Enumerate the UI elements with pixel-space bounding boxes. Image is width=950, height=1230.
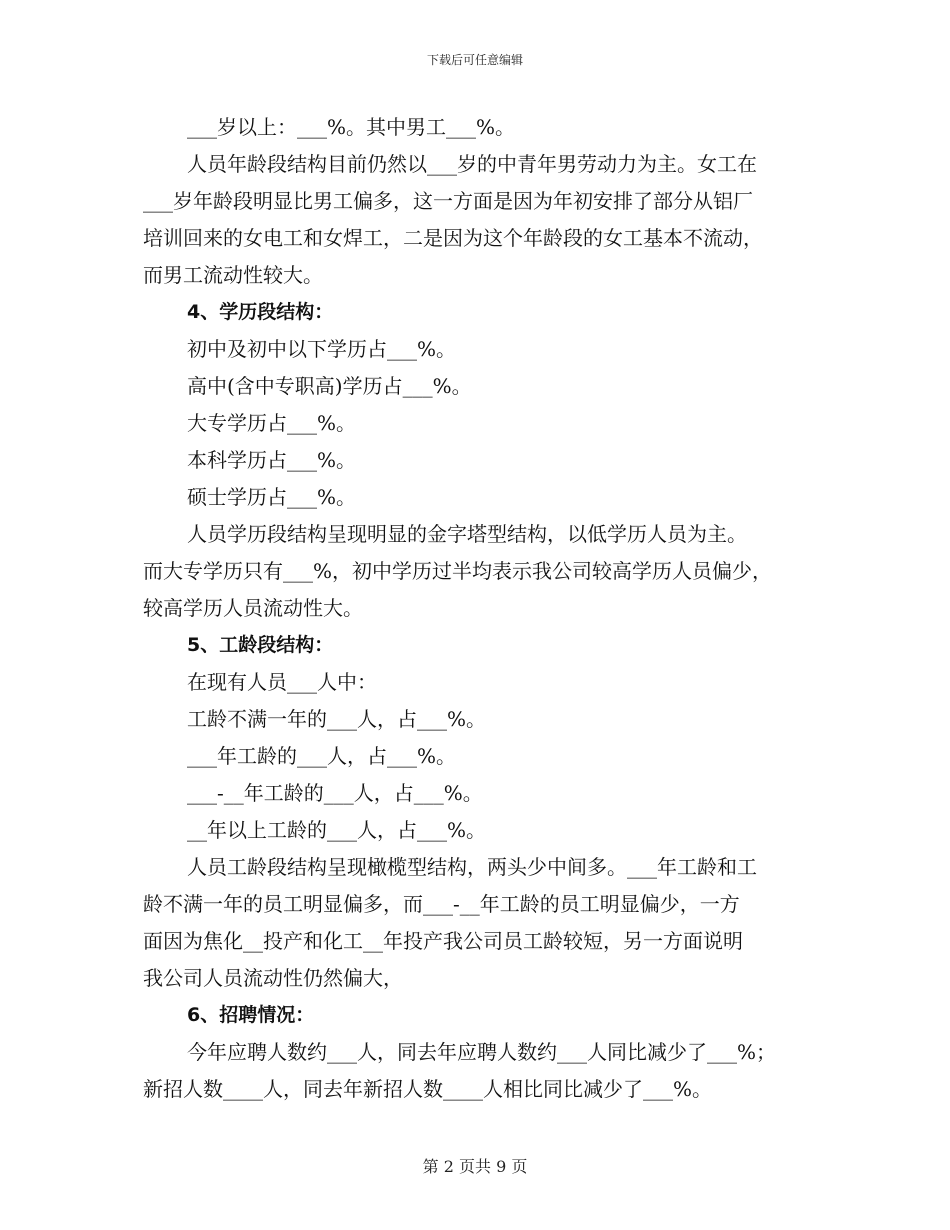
paragraph-line: 人员年龄段结构目前仍然以___岁的中青年男劳动力为主。女工在 [187, 152, 757, 176]
seniority-item: 工龄不满一年的___人，占___%。 [187, 707, 487, 731]
paragraph-line: 而男工流动性较大。 [143, 263, 323, 287]
seniority-item: __年以上工龄的___人，占___%。 [187, 818, 487, 842]
seniority-structure-paragraph [143, 849, 808, 997]
section-heading-recruitment: 6、招聘情况： [187, 1004, 315, 1026]
seniority-item: ___年工龄的___人，占___%。 [187, 744, 457, 768]
paragraph-line: 人员学历段结构呈现明显的金字塔型结构，以低学历人员为主。 [187, 522, 747, 546]
age-structure-paragraph [143, 146, 808, 294]
paragraph-line: 我公司人员流动性仍然偏大， [143, 966, 403, 990]
education-item: 本科学历占___%。 [187, 448, 357, 472]
paragraph-line: 今年应聘人数约___人，同去年应聘人数约___人同比减少了___%； [187, 1040, 777, 1064]
paragraph-line: 面因为焦化__投产和化工__年投产我公司员工龄较短，另一方面说明 [143, 929, 743, 953]
page-header: 下载后可任意编辑 [426, 53, 523, 67]
document-body [143, 109, 808, 1108]
seniority-item: 在现有人员___人中： [187, 670, 377, 694]
paragraph-line: 较高学历人员流动性大。 [143, 596, 363, 620]
paragraph-line: ___岁年龄段明显比男工偏多，这一方面是因为年初安排了部分从铝厂 [143, 189, 753, 213]
education-structure-paragraph [143, 516, 808, 627]
section-heading-education: 4、学历段结构： [187, 301, 334, 323]
paragraph-line: 龄不满一年的员工明显偏多，而___-__年工龄的员工明显偏少，一方 [143, 892, 740, 916]
paragraph-line: 新招人数____人，同去年新招人数____人相比同比减少了___%。 [143, 1077, 713, 1101]
paragraph-line: 培训回来的女电工和女焊工，二是因为这个年龄段的女工基本不流动， [143, 226, 763, 250]
paragraph-line: 而大专学历只有___%，初中学历过半均表示我公司较高学历人员偏少， [143, 559, 773, 583]
education-item: 高中(含中专职高)学历占___%。 [187, 374, 472, 398]
education-item: 初中及初中以下学历占___%。 [187, 337, 457, 361]
paragraph-line: 人员工龄段结构呈现橄榄型结构，两头少中间多。___年工龄和工 [187, 855, 757, 879]
page-footer: 第 2 页共 9 页 [422, 1157, 528, 1176]
seniority-item: ___-__年工龄的___人，占___%。 [187, 781, 483, 805]
education-item: 大专学历占___%。 [187, 411, 357, 435]
age-over-line: ___岁以上：___%。其中男工___%。 [187, 115, 516, 139]
recruitment-paragraph [143, 1034, 808, 1108]
education-item: 硕士学历占___%。 [187, 485, 357, 509]
section-heading-seniority: 5、工龄段结构： [187, 634, 334, 656]
